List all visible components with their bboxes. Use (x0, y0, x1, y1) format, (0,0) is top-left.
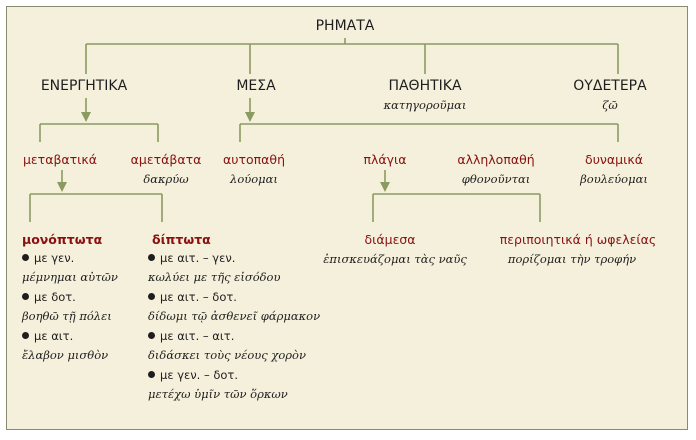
voice-neuter-example: ζῶ (602, 98, 618, 112)
beneficial-or: ή (584, 232, 593, 247)
monoptota-example-1: μέμνημαι αὐτῶν (22, 270, 118, 284)
arrow-middle (245, 112, 255, 122)
intransitive-label: αμετάβατα (130, 152, 202, 167)
dynamic-example: βουλεύομαι (580, 172, 648, 186)
diptota-example-2: δίδωμι τῷ ἀσθενεῖ φάρμακον (148, 309, 321, 323)
root-title: ΡΗΜΑΤΑ (315, 18, 375, 34)
reflexive-example: λούομαι (230, 172, 278, 186)
monoptota-case-2: με δοτ. (22, 290, 76, 304)
reflexive-label: αυτοπαθή (223, 152, 285, 167)
indirect-label: διάμεσα (364, 232, 416, 247)
beneficial-label-1: περιποιητικά (499, 232, 581, 247)
arrow-active (81, 112, 91, 122)
bullet-icon (148, 254, 155, 261)
transitive-label: μεταβατικά (22, 152, 98, 167)
diptota-case-1: με αιτ. – γεν. (148, 251, 235, 265)
beneficial-label-2: ωφελείας (596, 232, 657, 247)
voice-active: ΕΝΕΡΓΗΤΙΚΑ (40, 78, 128, 94)
oblique-label: πλάγια (363, 152, 407, 167)
monoptota-example-2: βοηθῶ τῇ πόλει (22, 309, 112, 323)
voice-middle: ΜΕΣΑ (236, 78, 276, 94)
voice-passive: ΠΑΘΗΤΙΚΑ (388, 78, 462, 94)
monoptota-case-3: με αιτ. (22, 329, 73, 343)
bullet-icon (148, 293, 155, 300)
bullet-icon (22, 293, 29, 300)
diptota-case-3: με αιτ. – αιτ. (148, 329, 234, 343)
monoptota-label: μονόπτωτα (22, 232, 103, 247)
diptota-example-1: κωλύει με τῆς εἰσόδου (148, 270, 281, 284)
diptota-case-4: με γεν. – δοτ. (148, 368, 238, 382)
voice-passive-example: κατηγοροῦμαι (383, 98, 467, 112)
voice-neuter: ΟΥΔΕΤΕΡΑ (573, 78, 647, 94)
bullet-icon (22, 332, 29, 339)
monoptota-example-3: ἔλαβον μισθὸν (22, 348, 109, 362)
arrow-oblique (380, 182, 390, 192)
indirect-example: ἐπισκευάζομαι τὰς ναῦς (323, 252, 467, 266)
bullet-icon (148, 332, 155, 339)
diptota-example-3: διδάσκει τοὺς νέους χορὸν (148, 348, 306, 362)
arrow-transitive (57, 182, 67, 192)
reciprocal-label: αλληλοπαθή (457, 152, 535, 167)
beneficial-example: πορίζομαι τὴν τροφήν (507, 252, 637, 266)
intransitive-example: δακρύω (143, 172, 189, 186)
diptota-label: δίπτωτα (152, 232, 211, 247)
diptota-case-2: με αιτ. – δοτ. (148, 290, 237, 304)
bullet-icon (148, 371, 155, 378)
beneficial-label (500, 232, 656, 247)
reciprocal-example: φθονοῦνται (461, 172, 531, 186)
dynamic-label: δυναμικά (585, 152, 643, 167)
bullet-icon (22, 254, 29, 261)
diptota-example-4: μετέχω ὑμῖν τῶν ὅρκων (148, 387, 288, 401)
monoptota-case-1: με γεν. (22, 251, 74, 265)
